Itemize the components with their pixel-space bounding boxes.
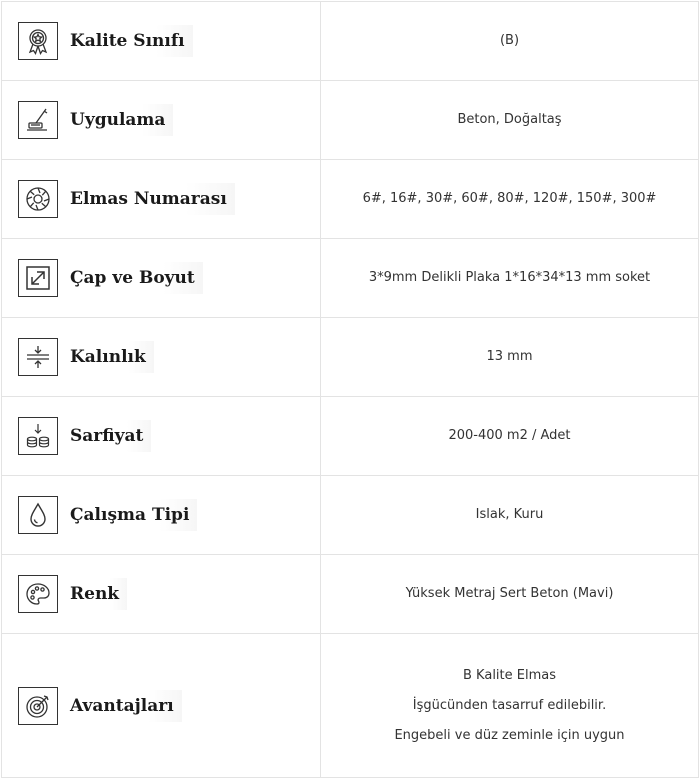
value-cell — [321, 2, 699, 81]
row-value: 13 mm — [486, 349, 533, 364]
row-label: Çap ve Boyut — [70, 262, 203, 294]
label-cell — [2, 634, 321, 778]
value-cell — [321, 318, 699, 397]
row-label: Elmas Numarası — [70, 183, 235, 215]
value-cell — [321, 239, 699, 318]
row-label: Kalite Sınıfı — [70, 25, 193, 57]
row-value: İşgücünden tasarruf edilebilir. — [412, 697, 607, 713]
palette-icon — [18, 575, 58, 613]
spec-row-work-type — [2, 476, 699, 555]
label-cell — [2, 160, 321, 239]
row-label: Çalışma Tipi — [70, 499, 197, 531]
award-ribbon-icon — [18, 22, 58, 60]
resize-diagonal-icon — [18, 259, 58, 297]
row-label: Renk — [70, 578, 127, 610]
water-drop-icon — [18, 496, 58, 534]
spec-row-diamond-number — [2, 160, 699, 239]
value-cell — [321, 160, 699, 239]
row-label: Sarfiyat — [70, 420, 151, 452]
label-cell — [2, 318, 321, 397]
diamond-disc-icon — [18, 180, 58, 218]
thickness-icon — [18, 338, 58, 376]
label-cell — [2, 555, 321, 634]
row-value: B Kalite Elmas — [463, 667, 556, 683]
spec-row-consumption — [2, 397, 699, 476]
label-cell — [2, 2, 321, 81]
spec-row-quality — [2, 2, 699, 81]
label-cell — [2, 239, 321, 318]
target-icon — [18, 687, 58, 725]
label-cell — [2, 476, 321, 555]
label-cell — [2, 397, 321, 476]
row-value: (B) — [499, 33, 520, 48]
spec-row-color — [2, 555, 699, 634]
value-cell — [321, 81, 699, 160]
row-value: Islak, Kuru — [475, 507, 544, 522]
spec-row-thickness — [2, 318, 699, 397]
row-label: Kalınlık — [70, 341, 154, 373]
value-cell — [321, 476, 699, 555]
row-value: 6#, 16#, 30#, 60#, 80#, 120#, 150#, 300# — [362, 191, 657, 206]
coins-down-icon — [18, 417, 58, 455]
row-value: Engebeli ve düz zeminle için uygun — [394, 727, 625, 743]
spec-row-advantages — [2, 634, 699, 778]
value-cell — [321, 397, 699, 476]
row-label: Uygulama — [70, 104, 173, 136]
spec-row-application — [2, 81, 699, 160]
label-cell — [2, 81, 321, 160]
row-value: Yüksek Metraj Sert Beton (Mavi) — [405, 586, 614, 601]
spec-table — [1, 1, 699, 778]
row-value: Beton, Doğaltaş — [457, 112, 562, 127]
row-value: 200-400 m2 / Adet — [448, 428, 571, 443]
row-value: 3*9mm Delikli Plaka 1*16*34*13 mm soket — [368, 270, 651, 285]
spec-row-size — [2, 239, 699, 318]
value-cell — [321, 555, 699, 634]
value-cell — [321, 634, 699, 778]
row-label: Avantajları — [70, 690, 182, 722]
floor-grinder-icon — [18, 101, 58, 139]
